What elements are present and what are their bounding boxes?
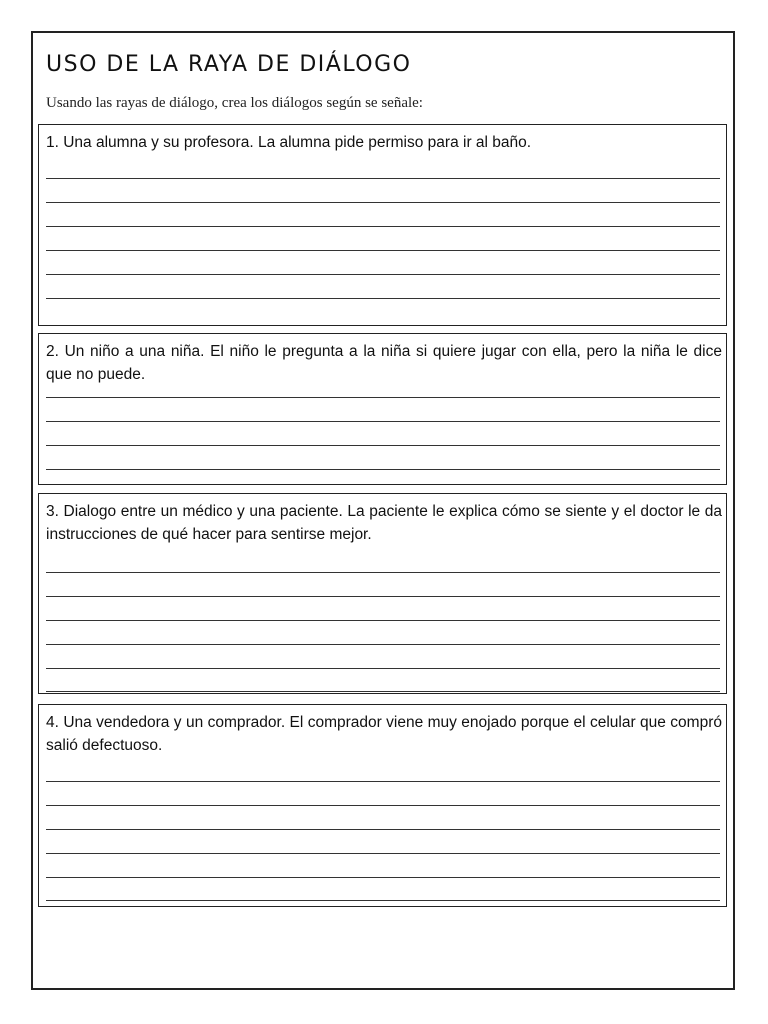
answer-line[interactable]: [46, 421, 720, 422]
answer-line[interactable]: [46, 596, 720, 597]
answer-line[interactable]: [46, 445, 720, 446]
answer-line[interactable]: [46, 691, 720, 692]
prompt-box-3: [38, 493, 727, 694]
answer-line[interactable]: [46, 620, 720, 621]
answer-line[interactable]: [46, 397, 720, 398]
prompt-text-4: 4. Una vendedora y un comprador. El comprador viene muy enojado porque el celular que compró salió defectuoso.: [46, 714, 722, 754]
answer-line[interactable]: [46, 250, 720, 251]
answer-line[interactable]: [46, 572, 720, 573]
answer-line[interactable]: [46, 877, 720, 878]
answer-line[interactable]: [46, 829, 720, 830]
answer-line[interactable]: [46, 781, 720, 782]
prompt-text-1: 1. Una alumna y su profesora. La alumna pide permiso para ir al baño.: [46, 134, 532, 151]
answer-line[interactable]: [46, 644, 720, 645]
answer-line[interactable]: [46, 853, 720, 854]
prompt-text-2: 2. Un niño a una niña. El niño le pregunta a la niña si quiere jugar con ella, pero la niña le dice que no puede.: [46, 343, 722, 383]
answer-line[interactable]: [46, 202, 720, 203]
answer-line[interactable]: [46, 178, 720, 179]
prompt-box-2: [38, 333, 727, 485]
answer-line[interactable]: [46, 900, 720, 901]
prompt-text-3: 3. Dialogo entre un médico y una paciente. La paciente le explica cómo se siente y el doctor le da instrucciones de qué hacer para sentirse mejor.: [46, 503, 722, 543]
prompt-box-4: [38, 704, 727, 907]
answer-line[interactable]: [46, 668, 720, 669]
answer-line[interactable]: [46, 274, 720, 275]
answer-line[interactable]: [46, 469, 720, 470]
prompt-box-1: [38, 124, 727, 326]
answer-line[interactable]: [46, 805, 720, 806]
worksheet-title: USO DE LA RAYA DE DIÁLOGO: [46, 52, 412, 77]
answer-line[interactable]: [46, 226, 720, 227]
worksheet-instruction: Usando las rayas de diálogo, crea los diálogos según se señale:: [46, 95, 423, 111]
answer-line[interactable]: [46, 298, 720, 299]
